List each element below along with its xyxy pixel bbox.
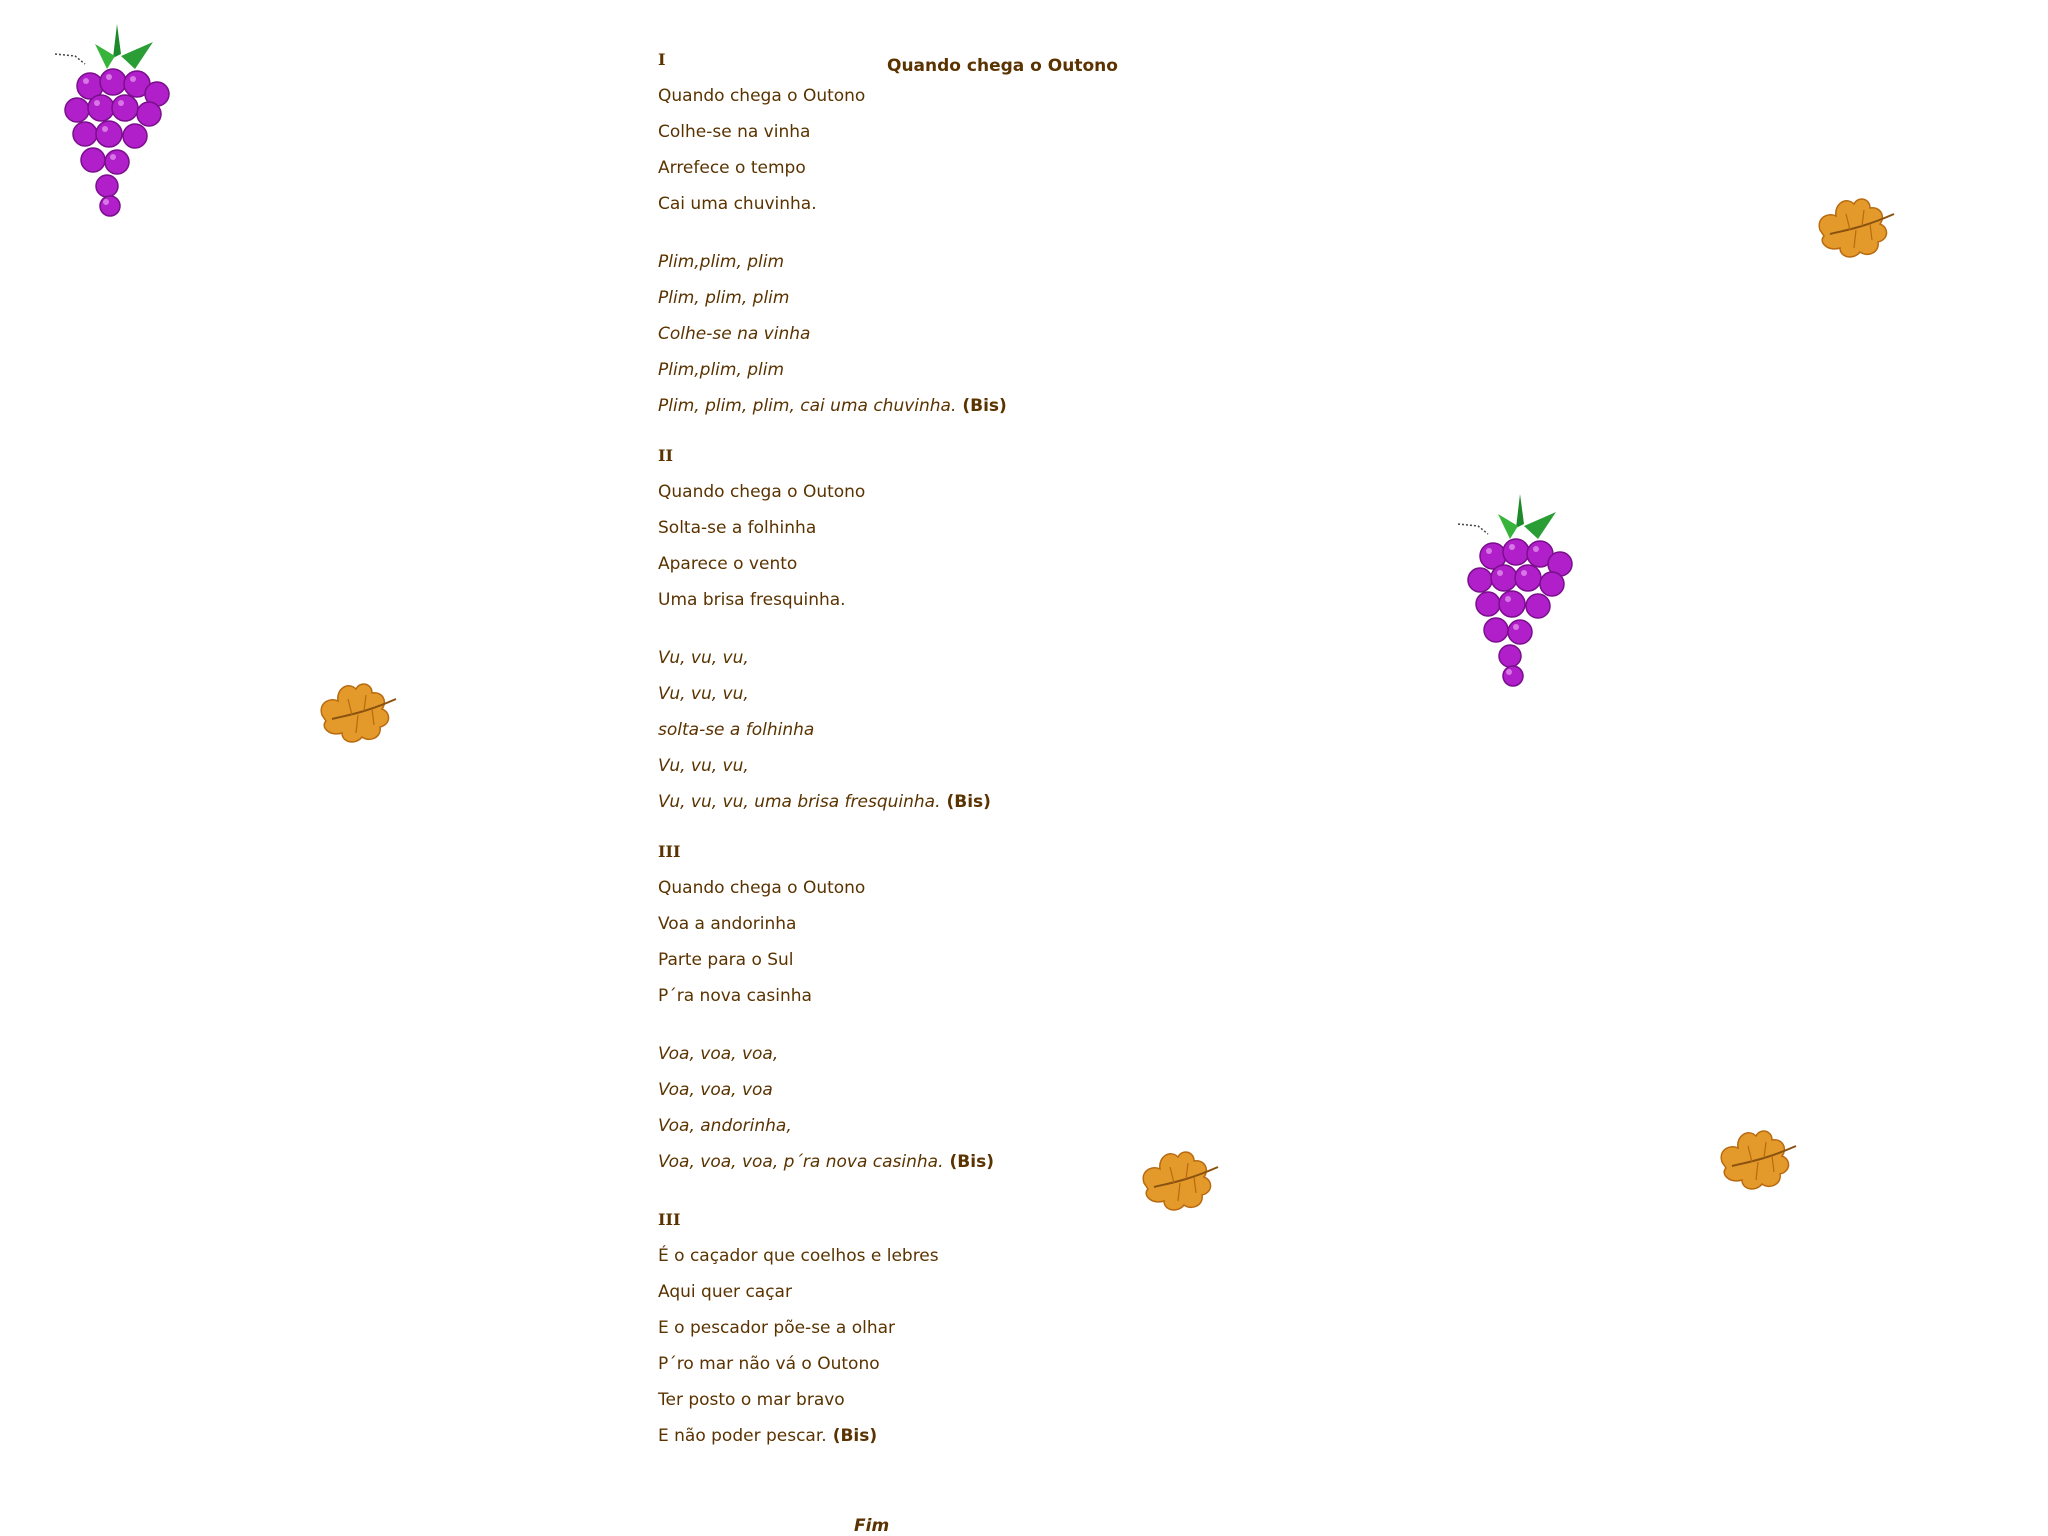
verse-line: Quando chega o Outono	[658, 878, 866, 898]
bis-label: (Bis)	[946, 792, 991, 812]
chorus-line: Voa, voa, voa	[658, 1080, 773, 1100]
verse-line: Aparece o vento	[658, 554, 798, 574]
bis-label: (Bis)	[832, 1426, 878, 1446]
chorus-line: Plim,plim, plim	[658, 360, 785, 380]
chorus-line-last	[658, 790, 1118, 826]
chorus-line: Vu, vu, vu,	[658, 684, 749, 704]
verse-line: Colhe-se na vinha	[658, 122, 811, 142]
bis-label: (Bis)	[962, 396, 1007, 416]
chorus-line: Plim,plim, plim	[658, 252, 785, 272]
verse-line: Aqui quer caçar	[658, 1282, 792, 1302]
chorus-line-last	[658, 1150, 1118, 1186]
verse-text: E não poder pescar.	[658, 1426, 827, 1446]
chorus-text: Voa, voa, voa, p´ra nova casinha.	[658, 1152, 944, 1172]
verse-line: Ter posto o mar bravo	[658, 1390, 845, 1410]
chorus-line: Colhe-se na vinha	[658, 324, 811, 344]
chorus-text: Plim, plim, plim, cai uma chuvinha.	[658, 396, 957, 416]
autumn-leaf-icon	[1810, 190, 1900, 265]
autumn-leaf-icon	[1134, 1143, 1224, 1218]
stanza-number: II	[658, 446, 673, 465]
stanza-number: III	[658, 842, 681, 861]
verse-line: Arrefece o tempo	[658, 158, 806, 178]
grapes-icon	[55, 14, 185, 224]
verse-line: Solta-se a folhinha	[658, 518, 817, 538]
chorus-line: Voa, andorinha,	[658, 1116, 792, 1136]
lyrics	[658, 48, 1118, 1460]
verse-line: Uma brisa fresquinha.	[658, 590, 846, 610]
chorus-line: Vu, vu, vu,	[658, 756, 749, 776]
stanza-number: III	[658, 1210, 681, 1229]
verse-line: Quando chega o Outono	[658, 482, 866, 502]
verse-line: P´ra nova casinha	[658, 986, 812, 1006]
song-title: Quando chega o Outono	[887, 56, 1118, 76]
grapes-icon	[1458, 484, 1588, 694]
verse-line: P´ro mar não vá o Outono	[658, 1354, 880, 1374]
bis-label: (Bis)	[949, 1152, 994, 1172]
chorus-line: Vu, vu, vu,	[658, 648, 749, 668]
verse-line: Parte para o Sul	[658, 950, 794, 970]
verse-line: E o pescador põe-se a olhar	[658, 1318, 896, 1338]
verse-line: Cai uma chuvinha.	[658, 194, 817, 214]
stanza-number: I	[658, 50, 666, 69]
verse-line-last	[658, 1424, 1118, 1460]
autumn-leaf-icon	[1712, 1122, 1802, 1197]
verse-line: Voa a andorinha	[658, 914, 797, 934]
chorus-line: solta-se a folhinha	[658, 720, 815, 740]
verse-line: Quando chega o Outono	[658, 86, 866, 106]
chorus-line-last	[658, 394, 1118, 430]
chorus-text: Vu, vu, vu, uma brisa fresquinha.	[658, 792, 941, 812]
end-label: Fim	[854, 1516, 890, 1536]
chorus-line: Plim, plim, plim	[658, 288, 790, 308]
autumn-leaf-icon	[312, 675, 402, 750]
verse-line: É o caçador que coelhos e lebres	[658, 1246, 939, 1266]
chorus-line: Voa, voa, voa,	[658, 1044, 779, 1064]
